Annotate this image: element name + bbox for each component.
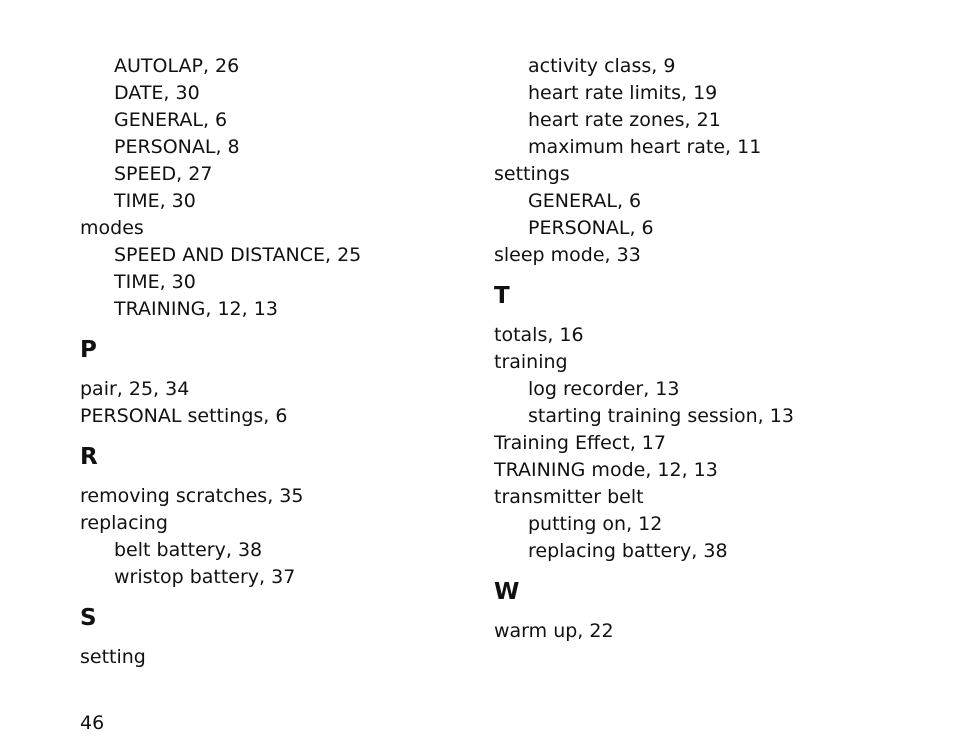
index-entry: training <box>494 351 568 373</box>
index-entry: Training Effect, 17 <box>494 432 666 454</box>
index-subentry: GENERAL, 6 <box>114 109 228 131</box>
index-entry: removing scratches, 35 <box>80 485 304 507</box>
index-entry: PERSONAL settings, 6 <box>80 405 288 427</box>
index-letter-heading-s: S <box>80 605 97 631</box>
index-entry: modes <box>80 217 144 239</box>
index-subentry: activity class, 9 <box>528 55 676 77</box>
index-letter-heading-p: P <box>80 337 97 363</box>
index-entry: pair, 25, 34 <box>80 378 190 400</box>
index-entry: settings <box>494 163 570 185</box>
index-entry: replacing <box>80 512 168 534</box>
index-entry: totals, 16 <box>494 324 584 346</box>
index-subentry: PERSONAL, 6 <box>528 217 654 239</box>
index-subentry: PERSONAL, 8 <box>114 136 240 158</box>
page-number: 46 <box>80 712 105 734</box>
index-subentry: heart rate limits, 19 <box>528 82 718 104</box>
index-column-left <box>80 53 460 671</box>
index-entry: warm up, 22 <box>494 620 614 642</box>
index-subentry: TRAINING, 12, 13 <box>114 298 278 320</box>
index-subentry: heart rate zones, 21 <box>528 109 721 131</box>
index-entry: TRAINING mode, 12, 13 <box>494 459 718 481</box>
index-subentry: TIME, 30 <box>114 190 196 212</box>
index-subentry: maximum heart rate, 11 <box>528 136 762 158</box>
index-subentry: wristop battery, 37 <box>114 566 296 588</box>
index-subentry: SPEED, 27 <box>114 163 213 185</box>
index-entry: sleep mode, 33 <box>494 244 641 266</box>
index-entry: transmitter belt <box>494 486 644 508</box>
index-subentry: TIME, 30 <box>114 271 196 293</box>
index-entry: setting <box>80 646 146 668</box>
index-subentry: putting on, 12 <box>528 513 663 535</box>
index-letter-heading-t: T <box>494 283 510 309</box>
index-subentry: DATE, 30 <box>114 82 200 104</box>
index-subentry: starting training session, 13 <box>528 405 794 427</box>
index-subentry: GENERAL, 6 <box>528 190 642 212</box>
index-subentry: belt battery, 38 <box>114 539 263 561</box>
index-subentry: AUTOLAP, 26 <box>114 55 240 77</box>
index-subentry: SPEED AND DISTANCE, 25 <box>114 244 362 266</box>
index-letter-heading-w: W <box>494 579 520 605</box>
index-subentry: log recorder, 13 <box>528 378 680 400</box>
index-letter-heading-r: R <box>80 444 98 470</box>
index-subentry: replacing battery, 38 <box>528 540 728 562</box>
index-column-right <box>494 53 934 645</box>
